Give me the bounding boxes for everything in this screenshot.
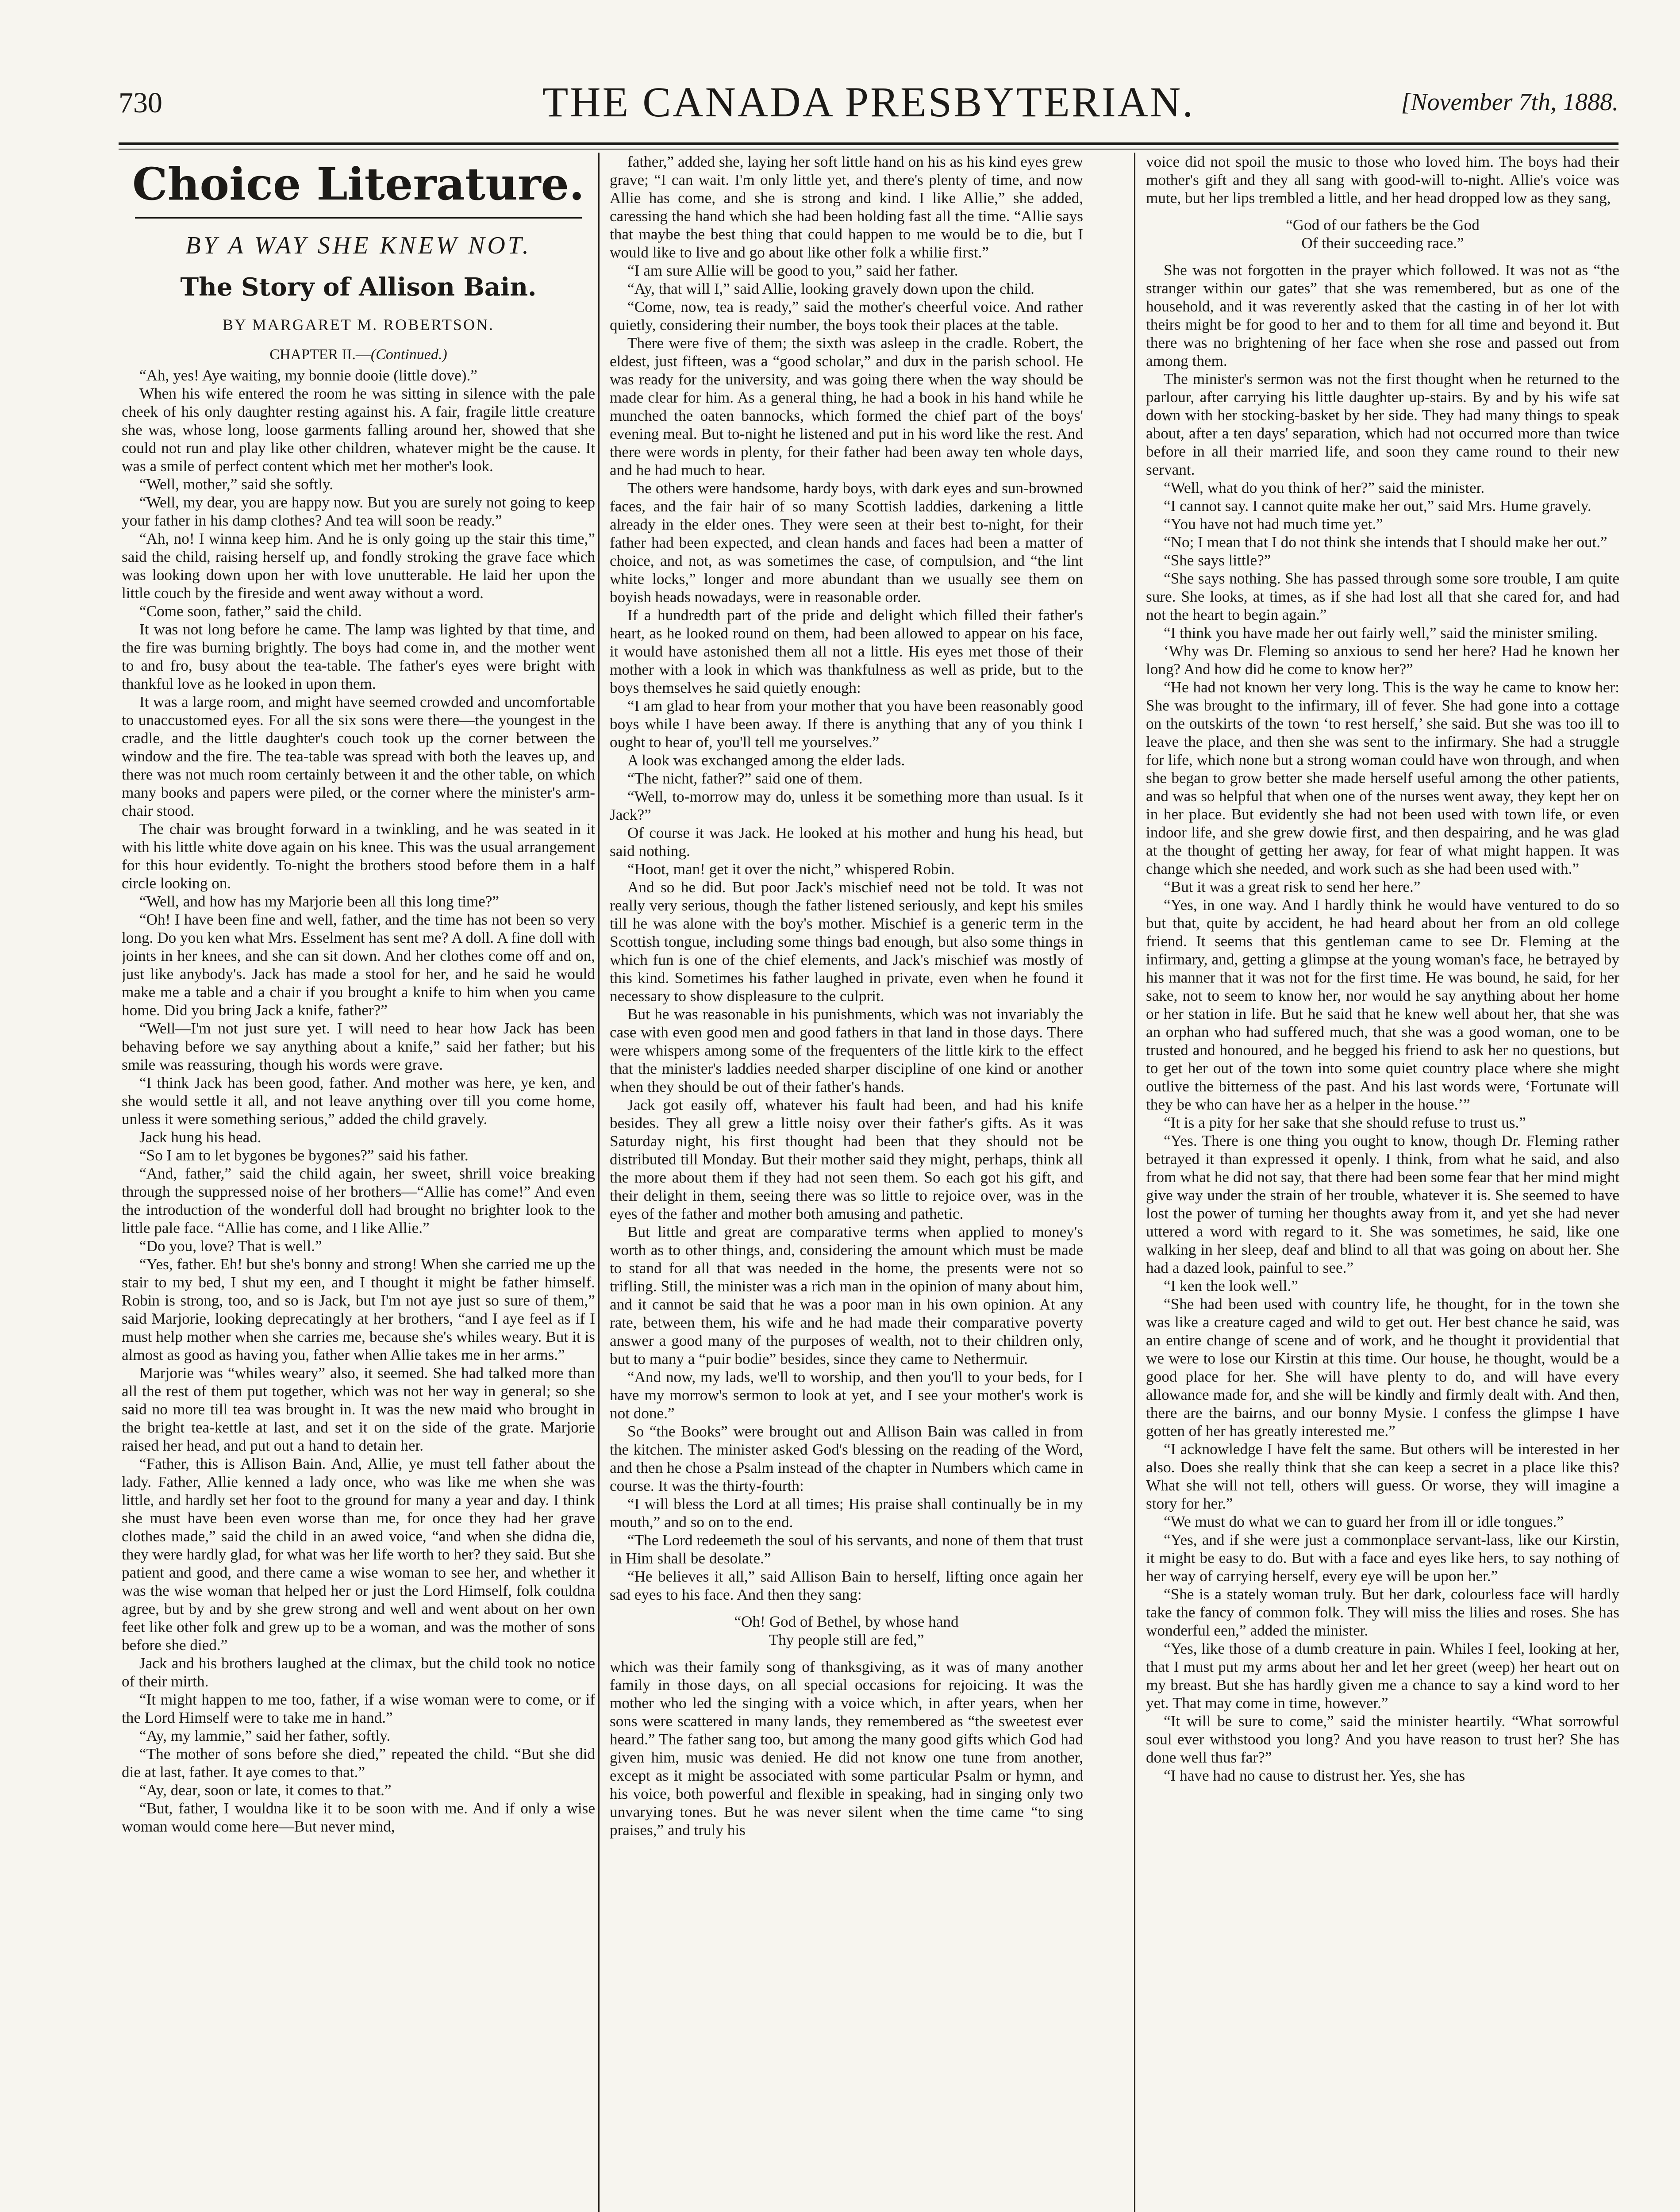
paragraph: “Well, my dear, you are happy now. But you are surely not going to keep your father in his damp clothes? And tea will soon be ready.” (122, 494, 595, 529)
paragraph: She was not forgotten in the prayer which followed. It was not as “the stranger within our gates” that she was remembered, but as one of the household, and it was reverently asked that the casting in of her lot with theirs might be for good to her and to them for all time and beyond it. But there was no brightening of her face when she rose and passed out from among them. (1146, 261, 1619, 369)
verse-line: Of their succeeding race.” (1301, 234, 1464, 252)
paragraph: If a hundredth part of the pride and delight which filled their father's heart, as he looked round on them, had been allowed to appear on his face, it would have astonished them all not a little. His eyes met those of their mother with a look in which was thankfulness as well as pride, but to the boys themselves he said quietly enough: (610, 607, 1083, 696)
paragraph: And so he did. But poor Jack's mischief need not be told. It was not really very serious, though the father listened seriously, and kept his smiles till he was alone with the boy's mother. Mischief is a generic term in the Scottish tongue, including some things bad enough, but also some things in which fun is one of the chief elements, and Jack's mischief was mostly of this kind. Sometimes his father laughed in private, even when he found it necessary to show displeasure to the culprit. (610, 879, 1083, 1005)
paragraph: The minister's sermon was not the first thought when he returned to the parlour, after carrying his little daughter up-stairs. By and by his wife sat down with her stocking-basket by her side. They had many things to speak about, after a ten days' separation, which had not occurred more than twice before in all their married life, and soon they came round to their new servant. (1146, 370, 1619, 478)
column-3 (1146, 153, 1619, 2212)
paragraph: “Ay, my lammie,” said her father, softly. (139, 1727, 391, 1744)
paragraph: “The nicht, father?” said one of them. (627, 770, 863, 787)
paragraph: “I acknowledge I have felt the same. But others will be interested in her also. Does she really think that she can keep a secret in a place like this? What she will not tell, others will guess. Or worse, they will imagine a story for her.” (1146, 1440, 1619, 1512)
paragraph: “Ah, no! I winna keep him. And he is only going up the stair this time,” said the child, raising herself up, and fondly stroking the grave face which was looking down upon her with love unutterable. He laid her upon the little couch by the fireside and went away without a word. (122, 530, 595, 602)
paragraph: “Yes, father. Eh! but she's bonny and strong! When she carried me up the stair to my bed, I shut my een, and I thought it might be father himself. Robin is strong, too, and so is Jack, but I'm not aye just so sure of them,” said Marjorie, looking deprecatingly at her brothers, “and I aye feel as if I must help mother when she carries me, because she's whiles weary. But it is almost as good as having you, father when Allie takes me in her arms.” (122, 1256, 595, 1363)
masthead-rule (119, 142, 1618, 145)
paragraph: “I cannot say. I cannot quite make her out,” said Mrs. Hume gravely. (1164, 497, 1592, 515)
verse-line: Thy people still are fed,” (769, 1631, 924, 1648)
paragraph: Jack got easily off, whatever his fault had been, and had his knife besides. They all grew a little noisy over their father's gifts. As it was Saturday night, his first thought had been that they should not be distributed till Monday. But their mother said they might, perhaps, think all the more about them if they had not seen them. So each got his gift, and their delight in them, seeing there was so little to rejoice over, was in the eyes of the father and mother both amusing and pathetic. (610, 1096, 1083, 1222)
paragraph: which was their family song of thanksgiving, as it was of many another family in those days, on all special occasions for rejoicing. It was the mother who led the singing with a voice which, in after years, when her sons were scattered in many lands, they remembered as “the sweetest ever heard.” The father sang too, but among the many good gifts which God had given him, music was denied. He did not know one tune from another, except as it might be associated with some particular Psalm or hymn, and his voice, both powerful and flexible in speaking, had in singing only two unvarying tones. But he was never silent when the time came “to sing praises,” and truly his (610, 1658, 1083, 1839)
paragraph: The chair was brought forward in a twinkling, and he was seated in it with his little white dove again on his knee. This was the usual arrangement for this hour evidently. To-night the brothers stood before them in a half circle looking on. (122, 820, 595, 892)
paragraph: It was not long before he came. The lamp was lighted by that time, and the fire was burning brightly. The boys had come in, and the mother went to and fro, busy about the tea-table. The father's eyes were bright with thankful love as he looked in upon them. (122, 621, 595, 692)
paragraph: “Yes, and if she were just a commonplace servant-lass, like our Kirstin, it might be easy to do. But with a face and eyes like hers, to say nothing of her way of carrying herself, every eye will be upon her.” (1146, 1531, 1619, 1585)
paragraph: “It will be sure to come,” said the minister heartily. “What sorrowful soul ever withstood you long? And you have reason to trust her? She has done well thus far?” (1146, 1713, 1619, 1766)
heading-rule (135, 217, 582, 219)
paragraph: “Well, what do you think of her?” said the minister. (1164, 479, 1485, 496)
story-subtitle: The Story of Allison Bain. (180, 273, 537, 302)
column-2 (610, 153, 1083, 2212)
paragraph: Marjorie was “whiles weary” also, it seemed. She had talked more than all the rest of them put together, which was not her way in general; so she said no more till tea was brought in. It was the new maid who brought in the bright tea-kettle at last, and set it on the side of the grate. Marjorie raised her head, and put out a hand to detain her. (122, 1364, 595, 1454)
column-3-body (1146, 261, 1619, 1785)
paragraph: “It is a pity for her sake that she should refuse to trust us.” (1164, 1114, 1526, 1131)
paragraph: “Ay, dear, soon or late, it comes to that.” (139, 1782, 392, 1799)
paragraph: “But, father, I wouldna like it to be soon with me. And if only a wise woman would come here—But never mind, (122, 1800, 595, 1835)
paragraph: voice did not spoil the music to those who loved him. The boys had their mother's gift and they all sang with good-will to-night. Allie's voice was mute, but her lips trembled a little, and her head dropped low as they sang, (1146, 153, 1619, 207)
paragraph: “I will bless the Lord at all times; His praise shall continually be in my mouth,” and so on to the end. (610, 1495, 1083, 1531)
paragraph: “And now, my lads, we'll to worship, and then you'll to your beds, for I have my morrow's sermon to look at yet, and I see your mother's work is not done.” (610, 1368, 1083, 1422)
paragraph: “Ay, that will I,” said Allie, looking gravely down upon the child. (627, 280, 1034, 297)
paragraph: ‘Why was Dr. Fleming so anxious to send her here? Had he known her long? And how did he come to know her?” (1146, 642, 1619, 678)
paragraph: But he was reasonable in his punishments, which was not invariably the case with even good men and good fathers in that land in those days. There were whispers among some of the frequenters of the little kirk to the effect that the minister's laddies needed sharper discipline of one kind or another when they should be out of their father's hands. (610, 1006, 1083, 1095)
verse (1146, 216, 1619, 252)
paragraph: “I think you have made her out fairly well,” said the minister smiling. (1164, 624, 1598, 641)
paragraph: “Yes, in one way. And I hardly think he would have ventured to do so but that, quite by accident, he had heard about her from an old college friend. It seems that this gentleman came to see Dr. Fleming at the infirmary, and, getting a glimpse at the young woman's face, he betrayed by his manner that it was not for the first time. He was bound, he said, for her sake, not to seem to know her, nor would he say anything about her home or her station in life. But he said that he knew well about her, that she was an orphan who had suffered much, that she was a good woman, one to be trusted and honoured, and he begged his friend to ask her no questions, but to get her out of the town into some quiet country place where she might outlive the bitterness of the past. And his last words were, ‘Fortunate will they be who can have her as a helper in the house.’” (1146, 896, 1619, 1113)
paragraph: “Yes, like those of a dumb creature in pain. Whiles I feel, looking at her, that I must put my arms about her and let her greet (weep) her heart out on my breast. But she has hardly given me a chance to say a kind word to her yet. That may come in time, however.” (1146, 1640, 1619, 1712)
column-2-body (610, 153, 1083, 1604)
paragraph: “We must do what we can to guard her from ill or idle tongues.” (1164, 1513, 1564, 1530)
paragraph: “I have had no cause to distrust her. Yes, she has (1164, 1767, 1465, 1784)
masthead (119, 77, 1618, 144)
paragraph: “You have not had much time yet.” (1164, 515, 1383, 533)
paragraph: “Do you, love? That is well.” (139, 1237, 322, 1255)
chapter-label: CHAPTER II.— (269, 346, 371, 363)
column-2-after-verse (610, 1658, 1083, 1839)
paragraph: “Well, mother,” said she softly. (139, 476, 334, 493)
paragraph: “I think Jack has been good, father. And mother was here, ye ken, and she would settle it all, and not leave anything over till you come home, unless it were something serious,” added the child gravely. (122, 1074, 595, 1128)
column-divider (1134, 153, 1135, 2212)
masthead-rule-thin (119, 149, 1618, 150)
paragraph: “Ah, yes! Aye waiting, my bonnie dooie (little dove).” (139, 367, 477, 384)
paragraph: “I ken the look well.” (1164, 1277, 1298, 1294)
paragraph: “It might happen to me too, father, if a wise woman were to come, or if the Lord Himself were to take me in hand.” (122, 1691, 595, 1726)
paragraph: When his wife entered the room he was sitting in silence with the pale cheek of his only daughter resting against his. A fair, fragile little creature she was, whose long, loose garments falling around her, showed that she could not run and play like other children, whatever might be the cause. It was a smile of perfect content which met her mother's look. (122, 385, 595, 475)
column-3-verse (1146, 216, 1619, 252)
paragraph: Of course it was Jack. He looked at his mother and hung his head, but said nothing. (610, 824, 1083, 860)
paragraph: “And, father,” said the child again, her sweet, shrill voice breaking through the suppressed noise of her brothers—“Allie has come!” And even the introduction of the wonderful doll had brought no brighter look to the little pale face. “Allie has come, and I like Allie.” (122, 1165, 595, 1237)
paragraph: “Well—I'm not just sure yet. I will need to hear how Jack has been behaving before we say anything about a knife,” said her father; but his smile was reassuring, though his words were grave. (122, 1020, 595, 1073)
byline: BY MARGARET M. ROBERTSON. (223, 316, 494, 334)
issue-date: [November 7th, 1888. (1401, 88, 1618, 116)
paragraph: “I am glad to hear from your mother that you have been reasonably good boys while I have been away. If there is anything that any of you think I ought to hear of, you'll tell me yourselves.” (610, 697, 1083, 751)
newspaper-title: THE CANADA PRESBYTERIAN. (542, 78, 1195, 126)
paragraph: “Come, now, tea is ready,” said the mother's cheerful voice. And rather quietly, considering their number, the boys took their places at the table. (610, 298, 1083, 334)
paragraph: “Well, to-morrow may do, unless it be something more than usual. Is it Jack?” (610, 788, 1083, 823)
paragraph: “She says little?” (1164, 552, 1271, 569)
paragraph: “No; I mean that I do not think she intends that I should make her out.” (1164, 534, 1607, 551)
verse (610, 1613, 1083, 1649)
paragraph: So “the Books” were brought out and Allison Bain was called in from the kitchen. The minister asked God's blessing on the reading of the Word, and then he chose a Psalm instead of the chapter in Numbers which came in course. It was the thirty-fourth: (610, 1423, 1083, 1494)
verse-line: “God of our fathers be the God (1286, 216, 1480, 234)
column-1 (122, 153, 595, 2212)
paragraph: father,” added she, laying her soft little hand on his as his kind eyes grew grave; “I can wait. I'm only little yet, and there's plenty of time, and now Allie has come, and she is strong and kind. I like Allie,” she added, caressing the hand which she had been holding fast all the time. “Allie says that maybe the best thing that could happen to me would be to die, but I would like to live and go about like other folk a whilie first.” (610, 153, 1083, 261)
paragraph: “He believes it all,” said Allison Bain to herself, lifting once again her sad eyes to his face. And then they sang: (610, 1568, 1083, 1603)
paragraph: It was a large room, and might have seemed crowded and uncomfortable to unaccustomed eyes. For all the six sons were there—the youngest in the cradle, and the little daughter's couch took up the corner between the window and the fire. The tea-table was spread with both the leaves up, and there was not much room certainly between it and the other table, on which many books and papers were piled, or the corner where the minister's arm-chair stood. (122, 693, 595, 819)
paragraph: “But it was a great risk to send her here.” (1164, 878, 1421, 895)
column-1-body (122, 366, 595, 1836)
paragraph: “Well, and how has my Marjorie been all this long time?” (139, 893, 500, 910)
paragraph: “Father, this is Allison Bain. And, Allie, ye must tell father about the lady. Father, Allie kenned a lady once, who was like me when she was little, and hardly set her foot to the ground for many a year and day. I think she must have been even worse than me, for once they had her grave clothes made,” said the child in an awed voice, “and when she didna die, they were hardly glad, for what was her life worth to her? they said. But she patient and good, and there came a wise woman to see her, and whether it was the wise woman that helped her or just the Lord Himself, folk couldna agree, but by and by she grew strong and well and went about on her own feet like other folk and grew up to be a woman, and was the mother of sons before she died.” (122, 1455, 595, 1654)
paragraph: “Yes. There is one thing you ought to know, though Dr. Fleming rather betrayed it than expressed it openly. I think, from what he said, and also from what he did not say, that there had been some fear that her mind might give way under the strain of her trouble, whatever it is. She seemed to have lost the power of turning her thoughts away from it, and yet she had never uttered a word with regard to it. She was sometimes, he said, like one walking in her sleep, deaf and blind to all that was going on about her. She had a dazed look, painful to see.” (1146, 1132, 1619, 1276)
chapter-heading (122, 346, 595, 364)
paragraph: “She had been used with country life, he thought, for in the town she was like a creature caged and wild to get out. Her best chance he said, was an entire change of scene and of work, and he thought it providential that we were to lose our Kirstin at this time. Our house, he thought, would be a good place for her. She will have plenty to do, and will have every allowance made for, and she will be kindly and firmly dealt with. And then, there are the bairns, and our bonny Mysie. I confess the glimpse I have gotten of her has greatly interested me.” (1146, 1295, 1619, 1440)
paragraph: “The mother of sons before she died,” repeated the child. “But she did die at last, father. It aye comes to that.” (122, 1745, 595, 1781)
paragraph: “Oh! I have been fine and well, father, and the time has not been so very long. Do you ken what Mrs. Esselment has sent me? A doll. A fine doll with joints in her knees, and she can sit down. And her clothes come off and on, just like anybody's. Jack has made a stool for her, and he said he would make me a table and a chair if you brought a knife to him when you came home. Did you bring Jack a knife, father?” (122, 911, 595, 1019)
paragraph: “He had not known her very long. This is the way he came to know her: She was brought to the infirmary, ill of fever. She had gone into a cottage on the outskirts of the town ‘to rest herself,’ she said. But she was too ill to leave the place, and then she was sent to the infirmary. She had a struggle for life, which none but a strong woman could have won through, and when she began to grow better she made herself useful among the other patients, and was so helpful that when one of the nurses went away, they kept her on in her place. But evidently she had not been used with town life, or even indoor life, and she grew dowie first, and then despairing, and he was glad at the thought of getting her away, for fear of what might happen. It was change which she needed, and work such as she had been used with.” (1146, 679, 1619, 877)
paragraph: There were five of them; the sixth was asleep in the cradle. Robert, the eldest, just fifteen, was a “good scholar,” and dux in the parish school. He was ready for the university, and was going there when the way should be made clear for him. As a general thing, he had a book in his hand while he munched the oaten bannocks, which formed the chief part of the boys' evening meal. But to-night he listened and put in his word like the rest. And there were words in plenty, for their father had been away ten whole days, and he had much to hear. (610, 334, 1083, 479)
paragraph: Jack hung his head. (139, 1129, 261, 1146)
paragraph: “Hoot, man! get it over the nicht,” whispered Robin. (627, 860, 955, 878)
paragraph: “The Lord redeemeth the soul of his servants, and none of them that trust in Him shall be desolate.” (610, 1532, 1083, 1567)
verse-line: “Oh! God of Bethel, by whose hand (734, 1613, 959, 1630)
paragraph: Jack and his brothers laughed at the climax, but the child took no notice of their mirth. (122, 1655, 595, 1690)
paragraph: The others were handsome, hardy boys, with dark eyes and sun-browned faces, and the fair hair of so many Scottish laddies, darkening a little already in the elder ones. They were seen at their best to-night, for their father had been expected, and clean hands and faces had been a matter of choice, and not, as was sometimes the case, of compulsion, and “the lint white locks,” longer and more abundant than we usually see them on boyish heads nowadays, were in reasonable order. (610, 480, 1083, 606)
paragraph: “She is a stately woman truly. But her dark, colourless face will hardly take the fancy of common folk. They will miss the lilies and roses. She has wonderful een,” added the minister. (1146, 1586, 1619, 1639)
paragraph: “So I am to let bygones be bygones?” said his father. (139, 1147, 469, 1164)
paragraph: “Come soon, father,” said the child. (139, 603, 362, 620)
page-number: 730 (119, 87, 162, 119)
column-3-opening (1146, 153, 1619, 207)
column-2-verse (610, 1613, 1083, 1649)
paragraph: “She says nothing. She has passed through some sore trouble, I am quite sure. She looks, at times, as if she had lost all that she cared for, and had not the heart to begin again.” (1146, 570, 1619, 623)
section-heading: Choice Literature. (132, 158, 584, 210)
story-title: BY A WAY SHE KNEW NOT. (185, 232, 531, 259)
column-divider (598, 153, 600, 2212)
paragraph: “I am sure Allie will be good to you,” said her father. (627, 262, 958, 279)
paragraph: But little and great are comparative terms when applied to money's worth as to other things, and, considering the amount which must be made to stand for all that was needed in the home, the presents were not so trifling. Still, the minister was a rich man in the opinion of many about him, and it cannot be said that he was a poor man in his own opinion. At any rate, between them, his wife and he had made their comparative poverty answer a good many of the purposes of wealth, not to their children only, but to many a “puir bodie” besides, since they came to Nethermuir. (610, 1223, 1083, 1367)
continued-label: (Continued.) (370, 346, 447, 363)
paragraph: A look was exchanged among the elder lads. (627, 752, 905, 769)
